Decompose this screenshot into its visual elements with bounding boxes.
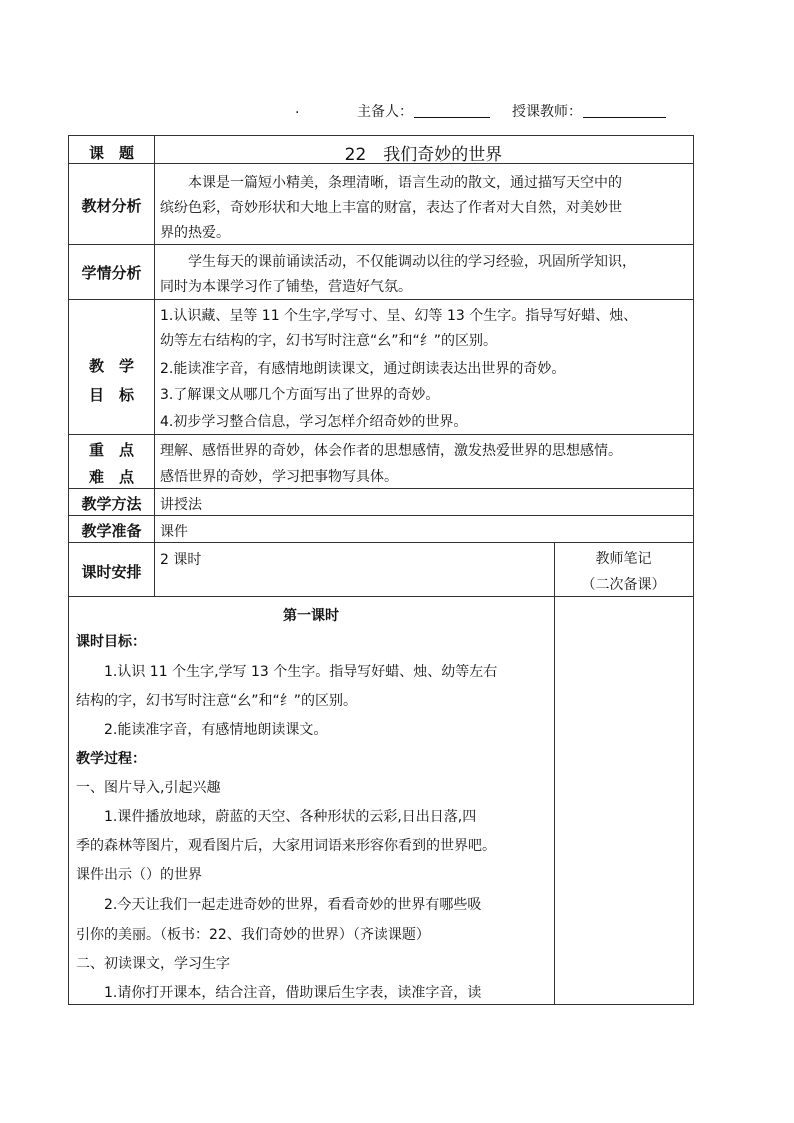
- teaching-prep-value: 课件: [160, 524, 188, 540]
- notes-column-divider: [554, 542, 555, 1005]
- key-point-label: 重 点: [88, 441, 134, 459]
- teaching-method-label: 教学方法: [81, 495, 142, 513]
- teaching-goal-line: 1.认识藏、呈等 11 个生字,学写寸、呈、幻等 13 个生字。指导写好蜡、烛、: [160, 308, 638, 324]
- process-heading: 教学过程：: [76, 751, 146, 767]
- label-column-divider: [154, 135, 155, 596]
- header-dot: .: [295, 101, 300, 117]
- process-line: 课件出示（）的世界: [76, 867, 202, 883]
- schedule-value: 2 课时: [160, 552, 202, 568]
- teaching-goals-label-1: 教 学: [88, 357, 134, 375]
- period-goal-line: 结构的字，幻书写时注意“幺”和“纟”的区别。: [76, 693, 358, 709]
- teacher-notes-title: 教师笔记: [595, 551, 652, 567]
- key-point-text: 理解、感悟世界的奇妙，体会作者的思想感情，激发热爱世界的思想感情。: [160, 443, 622, 459]
- period-goal-line: 2.能读准字音，有感情地朗读课文。: [76, 722, 328, 738]
- preparer-blank: [414, 117, 490, 118]
- page-header: [0, 100, 794, 122]
- preparer-label: 主备人：: [357, 104, 413, 120]
- teaching-goal-line: 3.了解课文从哪几个方面写出了世界的奇妙。: [160, 387, 440, 403]
- student-analysis-label: 学情分析: [81, 264, 142, 282]
- teaching-goal-line: 4.初步学习整合信息，学习怎样介绍奇妙的世界。: [160, 414, 468, 430]
- process-line: 引你的美丽。（板书：22、我们奇妙的世界）（齐读课题）: [76, 927, 430, 943]
- material-analysis-label: 教材分析: [81, 197, 142, 215]
- row-divider: [68, 244, 694, 245]
- difficult-point-label: 难 点: [88, 468, 134, 486]
- process-line: 2.今天让我们一起走进奇妙的世界，看看奇妙的世界有哪些吸: [76, 897, 482, 913]
- teaching-goal-line: 幼等左右结构的字，幻书写时注意“幺”和“纟”的区别。: [160, 333, 498, 349]
- teaching-goal-line: 2.能读准字音，有感情地朗读课文，通过朗读表达出世界的奇妙。: [160, 361, 566, 377]
- lesson-period-title: 第一课时: [283, 608, 339, 624]
- row-divider: [68, 434, 694, 435]
- material-analysis-line: 界的热爱。: [160, 225, 230, 241]
- row-divider: [68, 542, 694, 543]
- lesson-title: 22 我们奇妙的世界: [344, 145, 503, 165]
- period-goal-line: 1.认识 11 个生字,学写 13 个生字。指导写好蜡、烛、幼等左右: [76, 664, 498, 680]
- material-analysis-line: 本课是一篇短小精美，条理清晰，语言生动的散文，通过描写天空中的: [160, 175, 622, 191]
- row-divider: [68, 488, 694, 489]
- schedule-label: 课时安排: [81, 563, 142, 581]
- difficult-point-text: 感悟世界的奇妙，学习把事物写具体。: [160, 469, 398, 485]
- teacher-label: 授课教师：: [512, 104, 582, 120]
- period-goals-heading: 课时目标：: [76, 634, 146, 650]
- teaching-prep-label: 教学准备: [81, 522, 142, 540]
- teacher-blank: [583, 117, 666, 118]
- process-line: 1.请你打开课本，结合注音，借助课后生字表，读准字音，读: [76, 985, 482, 1001]
- material-analysis-line: 缤纷色彩，奇妙形状和大地上丰富的财富，表达了作者对大自然，对美妙世: [160, 200, 622, 216]
- student-analysis-line: 同时为本课学习作了铺垫，营造好气氛。: [160, 279, 412, 295]
- teaching-method-value: 讲授法: [160, 497, 202, 513]
- row-divider: [68, 596, 694, 597]
- row-divider: [68, 299, 694, 300]
- process-line: 一、图片导入,引起兴趣: [76, 780, 221, 796]
- teacher-notes-subtitle: （二次备课）: [581, 577, 666, 593]
- process-line: 二、初读课文，学习生字: [76, 956, 230, 972]
- process-line: 1.课件播放地球，蔚蓝的天空、各种形状的云彩,日出日落,四: [76, 809, 477, 825]
- topic-label: 课 题: [88, 144, 134, 162]
- row-divider: [68, 515, 694, 516]
- process-line: 季的森林等图片，观看图片后，大家用词语来形容你看到的世界吧。: [76, 838, 496, 854]
- teaching-goals-label-2: 目 标: [88, 386, 134, 404]
- student-analysis-line: 学生每天的课前诵读活动，不仅能调动以往的学习经验，巩固所学知识，: [160, 254, 636, 270]
